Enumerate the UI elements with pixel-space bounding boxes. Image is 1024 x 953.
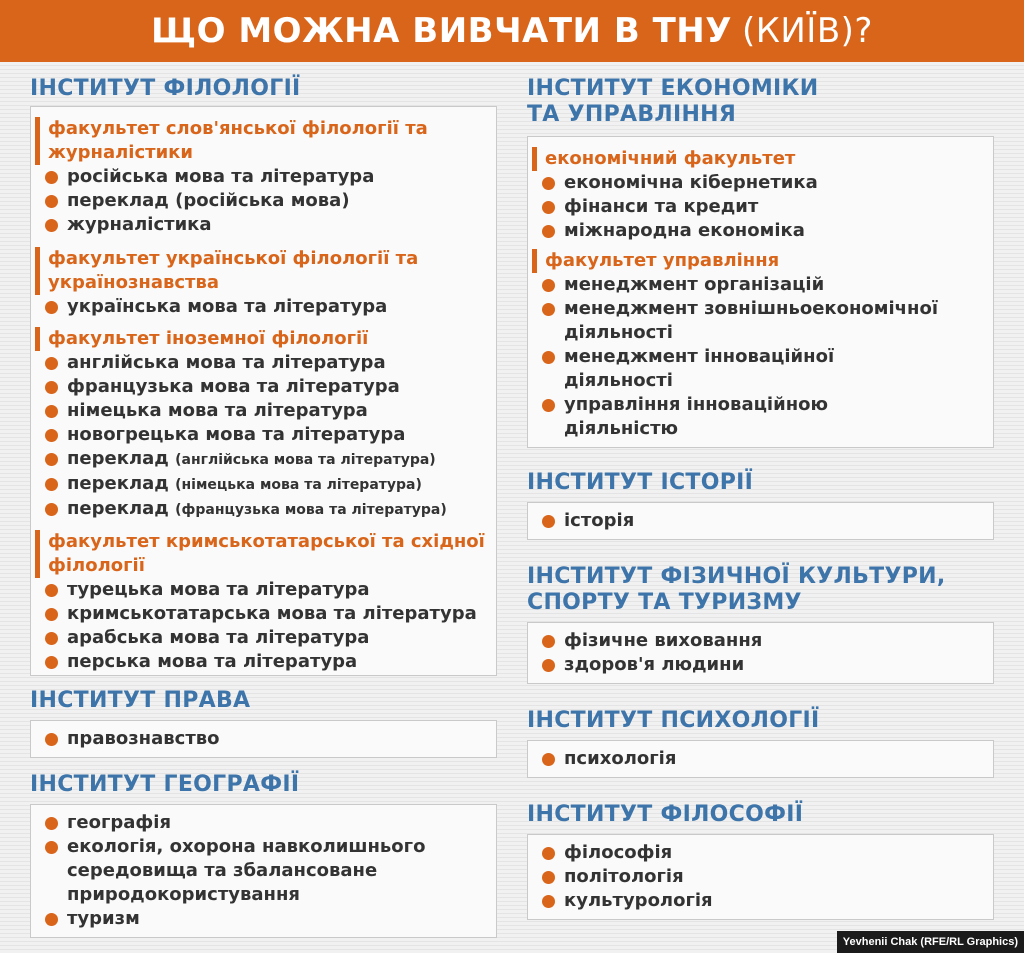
list-item: перська мова та література — [43, 650, 486, 674]
bullet-icon — [542, 399, 555, 412]
institute-psychology-box — [527, 740, 994, 778]
list-item: менеджмент зовнішньоекономічної діяльності — [540, 297, 983, 345]
list-item: економічна кібернетика — [540, 171, 983, 195]
list-item: українська мова та література — [43, 295, 486, 319]
list-item: культурологія — [540, 889, 983, 913]
bullet-icon — [45, 733, 58, 746]
bullet-icon — [542, 847, 555, 860]
institute-sport-box — [527, 622, 994, 684]
list-item: переклад (російська мова) — [43, 189, 486, 213]
bullet-icon — [542, 895, 555, 908]
institute-law-title: ІНСТИТУТ ПРАВА — [30, 688, 251, 713]
list-item: управління інноваційною діяльністю — [540, 393, 983, 441]
institute-history-box — [527, 502, 994, 540]
bullet-icon — [542, 635, 555, 648]
list-item: міжнародна економіка — [540, 219, 983, 243]
list-item: арабська мова та література — [43, 626, 486, 650]
bullet-icon — [542, 871, 555, 884]
bullet-icon — [45, 357, 58, 370]
bullet-icon — [45, 584, 58, 597]
institute-psychology-title: ІНСТИТУТ ПСИХОЛОГІЇ — [527, 708, 820, 733]
page-title-city: (КИЇВ)? — [741, 11, 873, 51]
bullet-icon — [45, 195, 58, 208]
list-item: психологія — [540, 747, 983, 771]
list-item: філософія — [540, 841, 983, 865]
list-item: російська мова та література — [43, 165, 486, 189]
bullet-icon — [45, 219, 58, 232]
institute-geography-title: ІНСТИТУТ ГЕОГРАФІЇ — [30, 772, 300, 797]
list-item: турецька мова та література — [43, 578, 486, 602]
faculty-crimean-tatar: факультет кримськотатарської та східної філології — [35, 530, 486, 578]
institute-economics-title: ІНСТИТУТ ЕКОНОМІКИ ТА УПРАВЛІННЯ — [527, 76, 819, 127]
list-item: екологія, охорона навколишнього середовища та збалансоване природокористування — [43, 835, 486, 907]
bullet-icon — [542, 177, 555, 190]
list-item: географія — [43, 811, 486, 835]
institute-philology-box — [30, 106, 497, 676]
list-item: менеджмент організацій — [540, 273, 983, 297]
bullet-icon — [45, 405, 58, 418]
credit-label: Yevhenii Chak (RFE/RL Graphics) — [837, 931, 1024, 953]
faculty-ukrainian: факультет української філології та українознавства — [35, 247, 486, 295]
bullet-icon — [45, 453, 58, 466]
bullet-icon — [542, 225, 555, 238]
bullet-icon — [45, 841, 58, 854]
bullet-icon — [542, 515, 555, 528]
list-item: історія — [540, 509, 983, 533]
institute-history-title: ІНСТИТУТ ІСТОРІЇ — [527, 470, 754, 495]
bullet-icon — [45, 478, 58, 491]
list-item: туризм — [43, 907, 486, 931]
list-item: менеджмент інноваційної діяльності — [540, 345, 983, 393]
institute-philosophy-box — [527, 834, 994, 920]
bullet-icon — [45, 171, 58, 184]
faculty-foreign: факультет іноземної філології — [35, 327, 486, 351]
list-item: французька мова та література — [43, 375, 486, 399]
institute-law-box — [30, 720, 497, 758]
list-item: англійська мова та література — [43, 351, 486, 375]
list-item: новогрецька мова та література — [43, 423, 486, 447]
bullet-icon — [542, 279, 555, 292]
bullet-icon — [45, 429, 58, 442]
list-item: правознавство — [43, 727, 486, 751]
faculty-economics: економічний факультет — [532, 147, 983, 171]
faculty-slavic: факультет слов'янської філології та журналістики — [35, 117, 486, 165]
institute-geography-box — [30, 804, 497, 938]
bullet-icon — [45, 503, 58, 516]
institute-sport-title: ІНСТИТУТ ФІЗИЧНОЇ КУЛЬТУРИ, СПОРТУ ТА ТУРИЗМУ — [527, 564, 946, 615]
page-header — [0, 0, 1024, 62]
page-title: ЩО МОЖНА ВИВЧАТИ В ТНУ — [151, 11, 732, 51]
list-item: фінанси та кредит — [540, 195, 983, 219]
bullet-icon — [45, 817, 58, 830]
institute-philology-title: ІНСТИТУТ ФІЛОЛОГІЇ — [30, 76, 301, 101]
left-column — [30, 76, 497, 938]
faculty-management: факультет управління — [532, 249, 983, 273]
bullet-icon — [45, 301, 58, 314]
list-item: переклад (французька мова та література) — [43, 497, 486, 522]
list-item: фізичне виховання — [540, 629, 983, 653]
bullet-icon — [542, 303, 555, 316]
bullet-icon — [45, 656, 58, 669]
list-item: здоров'я людини — [540, 653, 983, 677]
list-item: переклад (німецька мова та література) — [43, 472, 486, 497]
list-item: кримськотатарська мова та література — [43, 602, 486, 626]
bullet-icon — [45, 913, 58, 926]
right-column — [527, 76, 994, 920]
bullet-icon — [542, 659, 555, 672]
bullet-icon — [542, 201, 555, 214]
institute-philosophy-title: ІНСТИТУТ ФІЛОСОФІЇ — [527, 802, 804, 827]
bullet-icon — [45, 608, 58, 621]
bullet-icon — [542, 753, 555, 766]
list-item: журналістика — [43, 213, 486, 237]
list-item: німецька мова та література — [43, 399, 486, 423]
bullet-icon — [45, 381, 58, 394]
bullet-icon — [45, 632, 58, 645]
institute-economics-box — [527, 136, 994, 448]
list-item: політологія — [540, 865, 983, 889]
bullet-icon — [542, 351, 555, 364]
list-item: переклад (англійська мова та література) — [43, 447, 486, 472]
